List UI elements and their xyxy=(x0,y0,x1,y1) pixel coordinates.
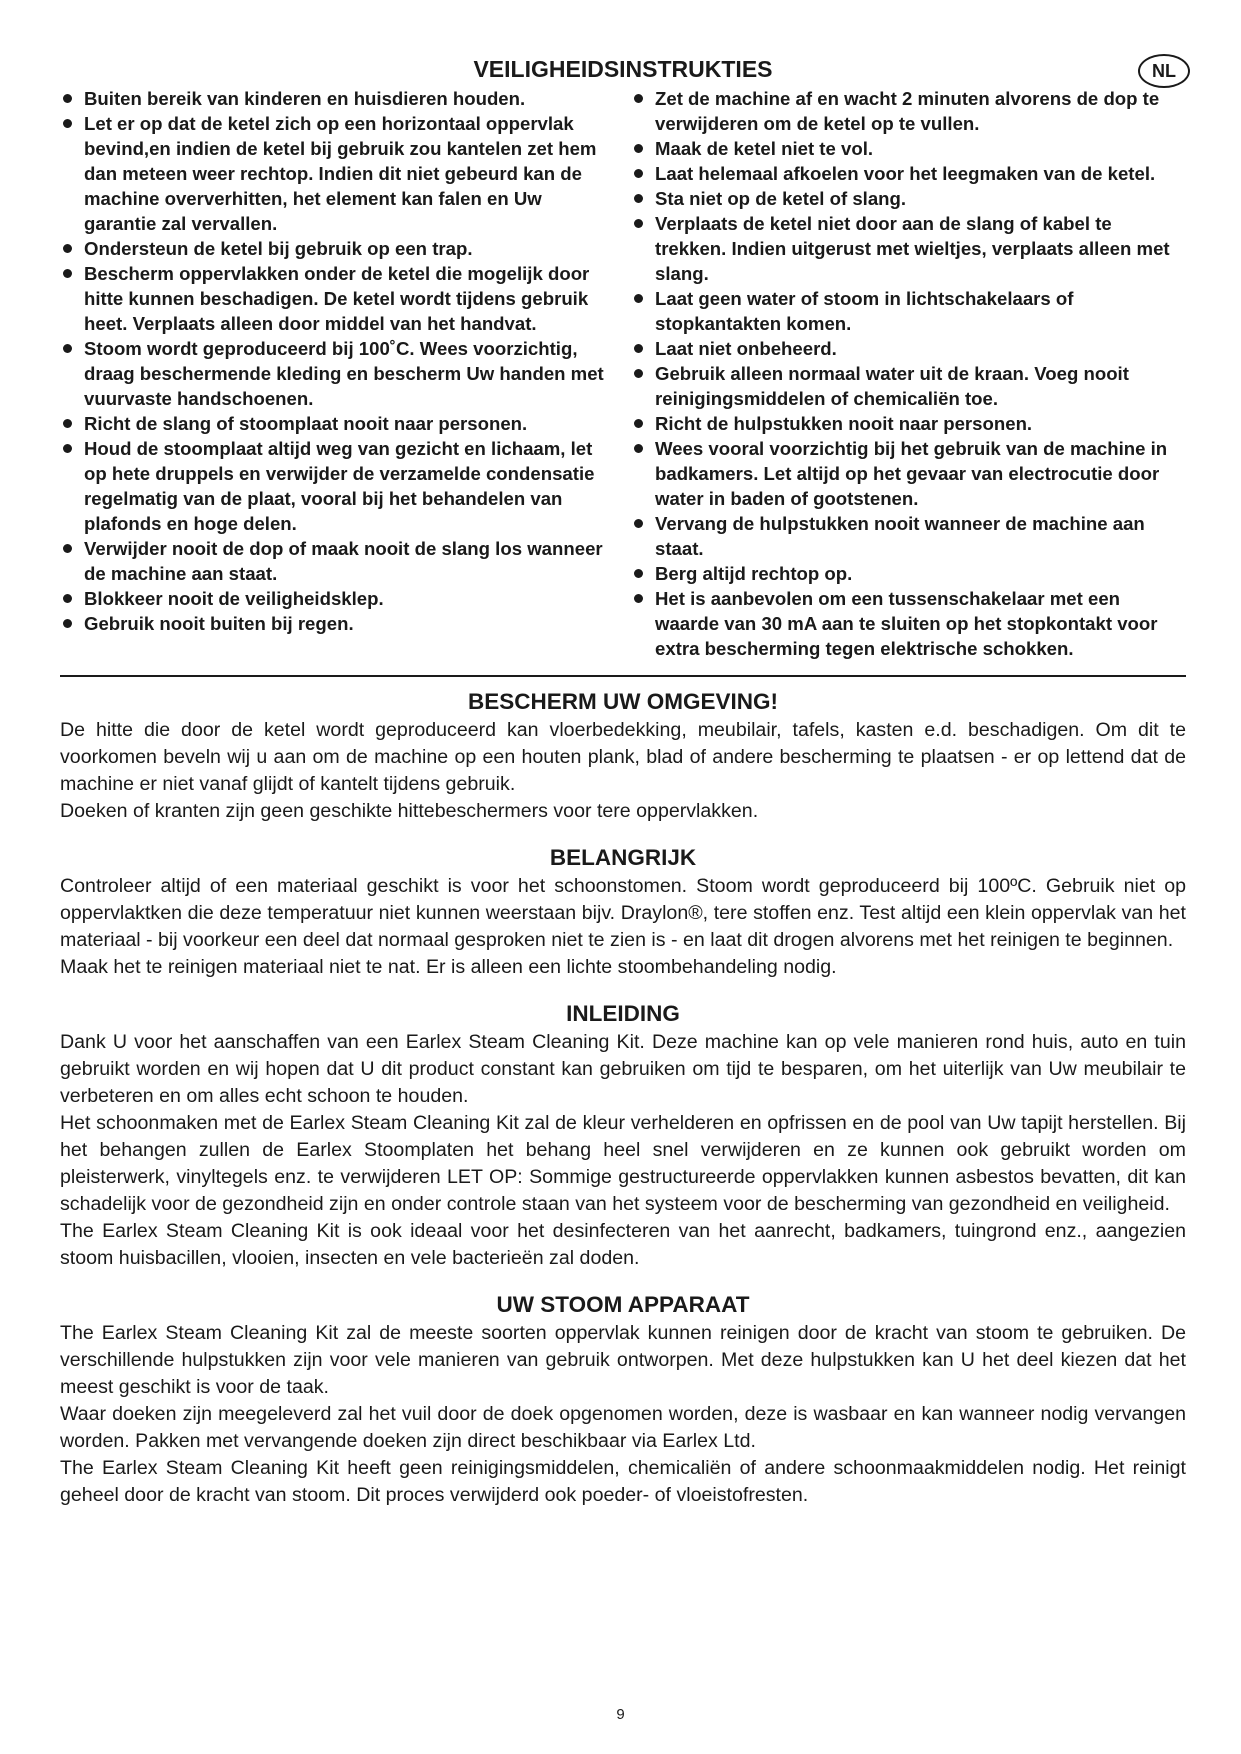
safety-item: Stoom wordt geproduceerd bij 100˚C. Wees voorzichtig, draag beschermende kleding en bescherm Uw handen met vuurvaste handschoenen. xyxy=(60,336,615,411)
section-paragraph: De hitte die door de ketel wordt geproduceerd kan vloerbedekking, meubilair, tafels, kasten e.d. beschadigen. Om dit te voorkomen beveln wij u aan om de machine op een houten plank, blad of andere bescherming te plaatsen - er op lettend dat de machine er niet vanaf glijdt of kantelt tijdens gebruik. xyxy=(60,719,1186,795)
section-paragraph: Het schoonmaken met de Earlex Steam Cleaning Kit zal de kleur verhelderen en opfrissen en de pool van Uw tapijt herstellen. Bij het behangen zullen de Earlex Stoomplaten het behang heel snel verwijderen en ze kunnen ook gebruikt worden om pleisterwerk, vinyltegels enz. te verwijderen LET OP: Sommige gestructureerde oppervlakken kunnen asbestos bevatten, dit kan schadelijk voor de gezondheid zijn en onder controle staan van het systeem voor de bescherming van gezondheid en veiligheid. xyxy=(60,1112,1186,1215)
safety-item: Blokkeer nooit de veiligheidsklep. xyxy=(60,586,615,611)
title-row xyxy=(60,52,1186,86)
safety-column-left xyxy=(60,86,615,661)
safety-instructions xyxy=(60,86,1186,661)
safety-item: Verplaats de ketel niet door aan de slang of kabel te trekken. Indien uitgerust met wieltjes, verplaats alleen met slang. xyxy=(631,211,1186,286)
safety-item: Houd de stoomplaat altijd weg van gezicht en lichaam, let op hete druppels en verwijder de verzamelde condensatie regelmatig van de plaat, vooral bij het behandelen van plafonds en hoge delen. xyxy=(60,436,615,536)
section-paragraph: Dank U voor het aanschaffen van een Earlex Steam Cleaning Kit. Deze machine kan op vele manieren rond huis, auto en tuin gebruikt worden en wij hopen dat U dit product constant kan gebruiken om tijd te besparen, om het uiterlijk van Uw meubilair te verbeteren en om alles echt schoon te houden. xyxy=(60,1031,1186,1107)
section-heading: BESCHERM UW OMGEVING! xyxy=(467,689,778,714)
safety-item: Zet de machine af en wacht 2 minuten alvorens de dop te verwijderen om de ketel op te vullen. xyxy=(631,86,1186,136)
language-badge: NL xyxy=(1138,54,1190,88)
page-number: 9 xyxy=(616,1706,625,1723)
section-paragraph: Controleer altijd of een materiaal geschikt is voor het schoonstomen. Stoom wordt geproduceerd bij 100ºC. Gebruik niet op oppervlaktken die deze temperatuur niet kunnen weerstaan bijv. Draylon®, tere stoffen enz. Test altijd een klein oppervlak van het materiaal - bij voorkeur een deel dat normaal gesproken niet te zien is - en laat dit drogen alvorens met het reinigen te beginnen. xyxy=(60,875,1186,951)
section-environment xyxy=(60,687,1186,825)
safety-item: Wees vooral voorzichtig bij het gebruik van de machine in badkamers. Let altijd op het gevaar van electrocutie door water in baden of gootstenen. xyxy=(631,436,1186,511)
safety-item: Laat helemaal afkoelen voor het leegmaken van de ketel. xyxy=(631,161,1186,186)
page-title: VEILIGHEIDSINSTRUKTIES xyxy=(473,56,773,82)
section-paragraph: Maak het te reinigen materiaal niet te nat. Er is alleen een lichte stoombehandeling nodig. xyxy=(60,956,837,978)
section-steam-appliance xyxy=(60,1290,1186,1509)
safety-column-right xyxy=(631,86,1186,661)
safety-item: Gebruik alleen normaal water uit de kraan. Voeg nooit reinigingsmiddelen of chemicaliën toe. xyxy=(631,361,1186,411)
safety-item: Verwijder nooit de dop of maak nooit de slang los wanneer de machine aan staat. xyxy=(60,536,615,586)
section-heading: BELANGRIJK xyxy=(549,845,697,870)
section-paragraph: The Earlex Steam Cleaning Kit zal de meeste soorten oppervlak kunnen reinigen door de kracht van stoom te gebruiken. De verschillende hulpstukken zijn voor vele manieren van gebruik ontworpen. Met deze hulpstukken kan U het deel kiezen dat het meest geschikt is voor de taak. xyxy=(60,1322,1186,1398)
safety-item: Let er op dat de ketel zich op een horizontaal oppervlak bevind,en indien de ketel bij gebruik zou kantelen zet hem dan meteen weer rechtop. Indien dit niet gebeurd kan de machine oververhitten, het element kan falen en Uw garantie zal vervallen. xyxy=(60,111,615,236)
safety-item: Richt de hulpstukken nooit naar personen. xyxy=(631,411,1186,436)
section-paragraph: Waar doeken zijn meegeleverd zal het vuil door de doek opgenomen worden, deze is wasbaar en kan wanneer nodig vervangen worden. Pakken met vervangende doeken zijn direct beschikbaar via Earlex Ltd. xyxy=(60,1403,1186,1452)
section-introduction xyxy=(60,999,1186,1272)
section-heading: INLEIDING xyxy=(566,1001,680,1026)
section-paragraph: The Earlex Steam Cleaning Kit is ook ideaal voor het desinfecteren van het aanrecht, badkamers, tuingrond enz., aangezien stoom huisbacillen, vlooien, insecten en vele bacterieën zal doden. xyxy=(60,1220,1186,1269)
safety-item: Richt de slang of stoomplaat nooit naar personen. xyxy=(60,411,615,436)
safety-item: Berg altijd rechtop op. xyxy=(631,561,1186,586)
safety-item: Gebruik nooit buiten bij regen. xyxy=(60,611,615,636)
safety-item: Sta niet op de ketel of slang. xyxy=(631,186,1186,211)
safety-item: Vervang de hulpstukken nooit wanneer de machine aan staat. xyxy=(631,511,1186,561)
safety-item: Bescherm oppervlakken onder de ketel die mogelijk door hitte kunnen beschadigen. De ketel wordt tijdens gebruik heet. Verplaats alleen door middel van het handvat. xyxy=(60,261,615,336)
section-paragraph: The Earlex Steam Cleaning Kit heeft geen reinigingsmiddelen, chemicaliën of andere schoonmaakmiddelen nodig. Het reinigt geheel door de kracht van stoom. Dit proces verwijderd ook poeder- of vloeistofresten. xyxy=(60,1457,1186,1506)
section-paragraph: Doeken of kranten zijn geen geschikte hittebeschermers voor tere oppervlakken. xyxy=(60,800,759,822)
manual-page xyxy=(60,52,1186,1509)
safety-item: Laat niet onbeheerd. xyxy=(631,336,1186,361)
section-important xyxy=(60,843,1186,981)
safety-item: Ondersteun de ketel bij gebruik op een trap. xyxy=(60,236,615,261)
section-heading: UW STOOM APPARAAT xyxy=(496,1292,750,1317)
safety-item: Het is aanbevolen om een tussenschakelaar met een waarde van 30 mA aan te sluiten op het stopkontakt voor extra bescherming tegen elektrische schokken. xyxy=(631,586,1186,661)
safety-item: Maak de ketel niet te vol. xyxy=(631,136,1186,161)
section-divider xyxy=(60,675,1186,677)
safety-item: Buiten bereik van kinderen en huisdieren houden. xyxy=(60,86,615,111)
safety-item: Laat geen water of stoom in lichtschakelaars of stopkantakten komen. xyxy=(631,286,1186,336)
